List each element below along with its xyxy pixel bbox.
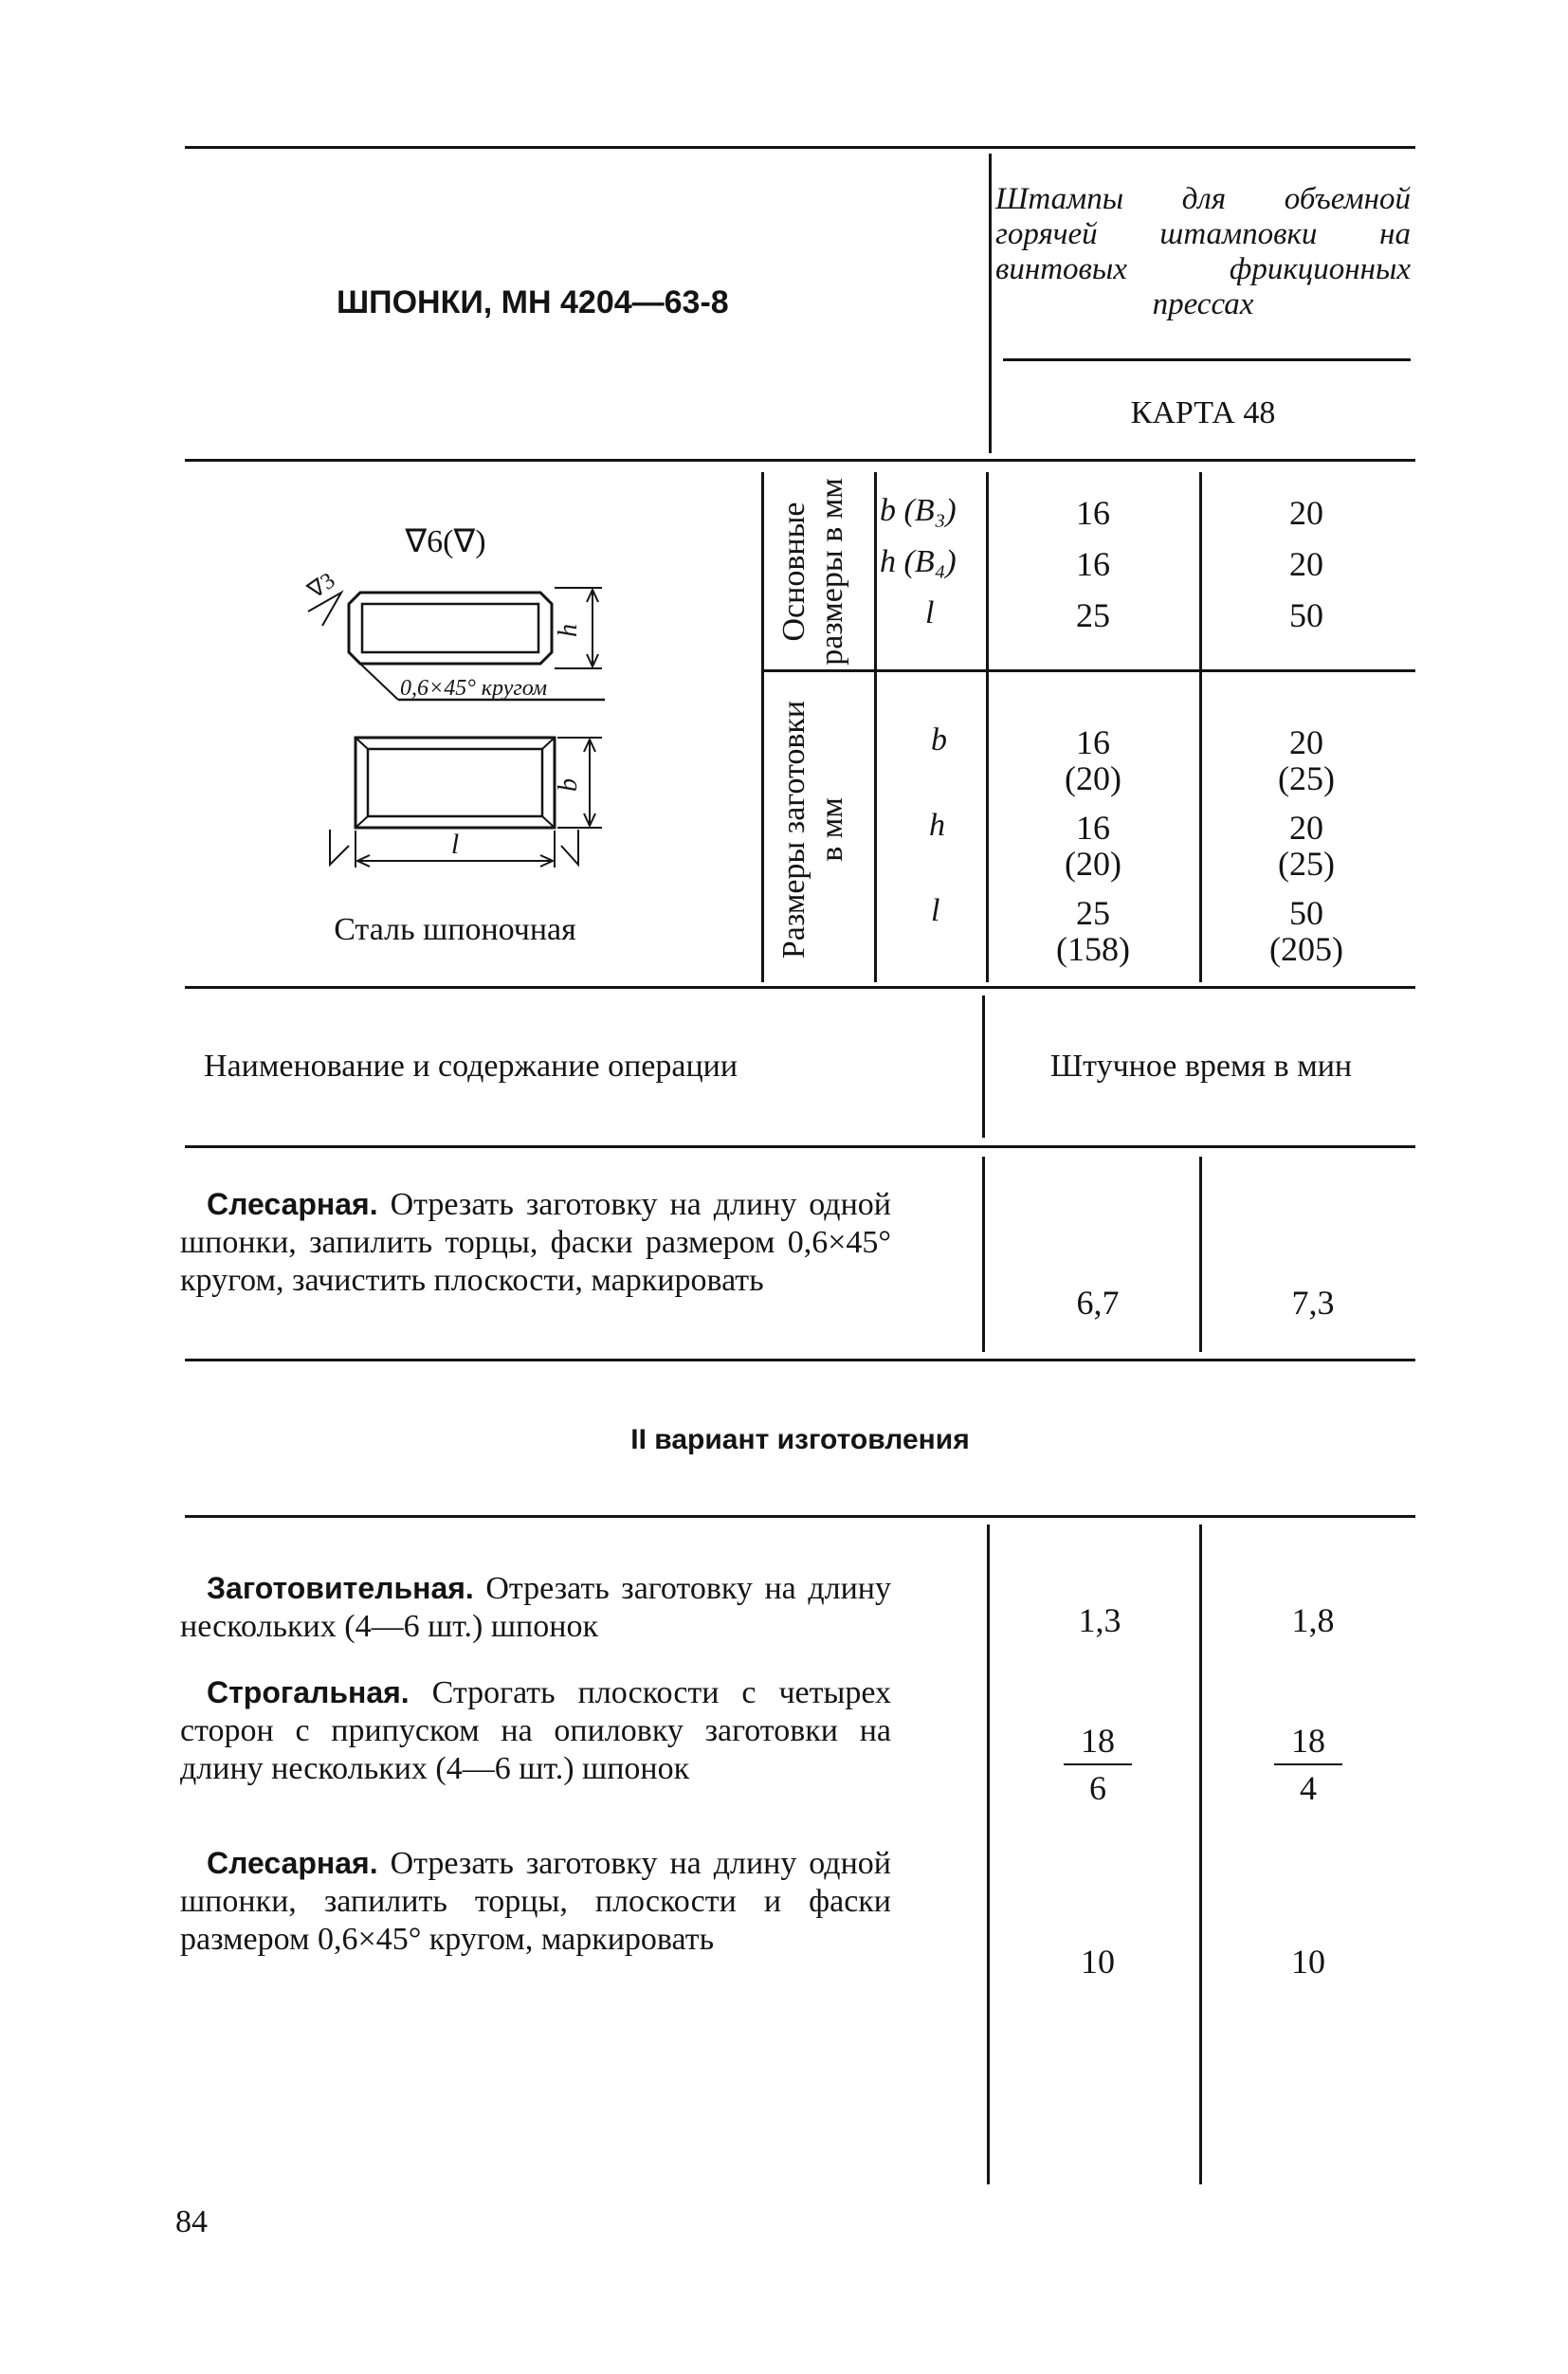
main-row-2-v2: 20 xyxy=(1289,545,1323,583)
main-row-1-sym: b (B₃) xyxy=(880,493,957,528)
dim-col-val2-rule xyxy=(1199,472,1202,982)
ops-header-name: Наименование и содержание операции xyxy=(204,1049,738,1084)
dim-l-label: l xyxy=(450,829,460,860)
blank-row-2-v2: 20 xyxy=(1289,809,1323,847)
ops-header-time: Штучное время в мин xyxy=(1049,1049,1353,1084)
blank-row-3-v1: 25 xyxy=(1076,894,1110,932)
tool-description xyxy=(995,182,1411,322)
dim-col-sym-rule xyxy=(874,472,877,982)
page-number: 84 xyxy=(175,2204,208,2239)
dim-h-label: h xyxy=(554,624,583,637)
v1-op-title: Слесарная. xyxy=(207,1187,378,1221)
ops-header-divider xyxy=(982,995,985,1138)
v2-op-1-time-2: 1,8 xyxy=(1291,1601,1335,1639)
main-row-3-v1: 25 xyxy=(1076,596,1110,634)
header-bottom-rule xyxy=(185,459,1415,462)
blank-row-1-sym: b xyxy=(931,722,947,758)
header-top-rule xyxy=(185,146,1415,149)
main-row-2-v1: 16 xyxy=(1076,545,1110,583)
key-side-inner xyxy=(362,604,538,652)
tool-line-4: прессах xyxy=(1152,287,1254,321)
blank-row-2-sym: h xyxy=(929,808,945,843)
blank-row-1-v2b: (25) xyxy=(1278,759,1335,797)
roughness-main-label: ∇6(∇) xyxy=(405,524,486,559)
key-plan-inner xyxy=(368,749,542,816)
v2-op-3 xyxy=(180,1844,891,1959)
key-drawing xyxy=(294,512,616,920)
blank-row-1-v1b: (20) xyxy=(1065,759,1121,797)
main-row-2-sym: h (B₄) xyxy=(880,544,957,579)
dim-col-val1-rule xyxy=(986,472,989,982)
v2-op-2-time-1-num: 18 xyxy=(1081,1722,1115,1760)
card-rule xyxy=(1003,358,1411,361)
card-number: КАРТА 48 xyxy=(1130,395,1276,430)
v2-op-3-title: Слесарная. xyxy=(207,1846,378,1880)
blank-row-2-v1: 16 xyxy=(1076,809,1110,847)
v2-op-3-time-2: 10 xyxy=(1291,1943,1325,1981)
blank-dims-label-1: Размеры заготовки xyxy=(776,700,811,959)
v2-op-1-text: Отрезать заготовку на длину нескольких (4—6 шт.) шпонок xyxy=(180,1571,891,1644)
main-row-3-sym: l xyxy=(925,595,935,630)
v1-col1-rule xyxy=(982,1157,985,1352)
main-dims-label-2: размеры в мм xyxy=(814,478,849,666)
dim-col-left-rule xyxy=(761,472,764,982)
main-dims-label-1: Основные xyxy=(776,502,811,642)
key-plan-outline xyxy=(356,738,555,828)
v2-op-1-title: Заготовительная. xyxy=(207,1571,474,1605)
v2-col2-rule xyxy=(1199,1525,1202,2184)
v2-op-1 xyxy=(180,1569,891,1646)
blank-row-1-v1: 16 xyxy=(1076,723,1110,761)
tool-line-2: горячей штамповки на xyxy=(995,217,1411,251)
roughness-side-label: ∇3 xyxy=(303,568,340,604)
blank-dims-label xyxy=(775,678,851,981)
dims-bottom-rule xyxy=(185,986,1415,989)
v2-op-3-time-1: 10 xyxy=(1081,1943,1115,1981)
v2-op-2-time-2-num: 18 xyxy=(1291,1722,1325,1760)
blank-row-2-v1b: (20) xyxy=(1065,845,1121,883)
main-row-1-v1: 16 xyxy=(1076,494,1110,532)
v1-operation xyxy=(180,1185,891,1300)
v2-op-2-text: Строгать плоскости с четырех сторон с припуском на опиловку заготовки на длину нескольких (4—6 шт.) шпонок xyxy=(180,1675,891,1786)
v2-col1-rule xyxy=(987,1525,990,2184)
main-dims-label xyxy=(775,477,851,667)
blank-row-3-v2: 50 xyxy=(1289,894,1323,932)
variant2-heading: II вариант изготовления xyxy=(630,1424,970,1455)
dim-b-label: b xyxy=(554,778,583,792)
v2-op-3-text: Отрезать заготовку на длину одной шпонки, запилить торцы, плоскости и фаски размером 0,6×45° кругом, маркировать xyxy=(180,1846,892,1957)
tool-line-1: Штампы для объемной xyxy=(995,182,1411,216)
v2-top-rule xyxy=(185,1515,1415,1518)
v2-op-2-frac-line-1 xyxy=(1064,1763,1132,1765)
v2-op-2-frac-line-2 xyxy=(1274,1763,1342,1765)
header-divider xyxy=(989,154,992,453)
v1-time-1: 6,7 xyxy=(1076,1284,1120,1322)
v2-op-2-title: Строгальная. xyxy=(207,1675,410,1709)
ops-header-bottom-rule xyxy=(185,1145,1415,1148)
v2-op-2 xyxy=(180,1673,891,1788)
v2-op-2-time-1-den: 6 xyxy=(1089,1769,1106,1807)
v1-col2-rule xyxy=(1199,1157,1202,1352)
page-title: ШПОНКИ, МН 4204—63-8 xyxy=(337,284,729,320)
blank-row-3-v1b: (158) xyxy=(1056,930,1130,968)
v1-bottom-rule xyxy=(185,1359,1415,1361)
blank-row-1-v2: 20 xyxy=(1289,723,1323,761)
main-row-3-v2: 50 xyxy=(1289,596,1323,634)
material-label: Сталь шпоночная xyxy=(334,912,576,947)
blank-row-2-v2b: (25) xyxy=(1278,845,1335,883)
v2-op-2-time-2-den: 4 xyxy=(1300,1769,1317,1807)
tool-line-3: винтовых фрикционных xyxy=(995,252,1411,286)
chamfer-note: 0,6×45° кругом xyxy=(400,676,548,701)
blank-dims-label-2: в мм xyxy=(814,797,849,862)
blank-row-3-sym: l xyxy=(931,893,940,928)
v2-op-1-time-1: 1,3 xyxy=(1078,1601,1121,1639)
v1-op-text: Отрезать заготовку на длину одной шпонки, запилить торцы, фаски размером 0,6×45° кругом, зачистить плоскости, маркировать xyxy=(180,1187,892,1298)
blank-row-3-v2b: (205) xyxy=(1269,930,1343,968)
main-row-1-v2: 20 xyxy=(1289,494,1323,532)
v1-time-2: 7,3 xyxy=(1291,1284,1335,1322)
dim-group-rule xyxy=(761,669,1415,672)
